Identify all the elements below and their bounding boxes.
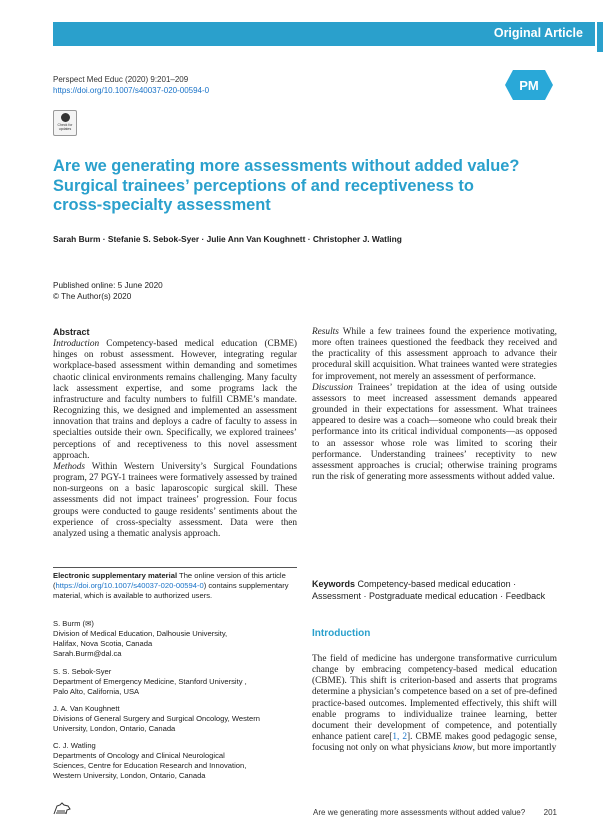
abstract-results: Results While a few trainees found the experience motivating, more often trainees questioned the feedback they received and the practicality of this assessment approach to advance their procedural skill acquisition. What trainees wanted were strategies for improvement, not merely an assessment of performance.: [312, 327, 557, 382]
supplementary-note: Electronic supplementary material The online version of this article (https://doi.org/10.1007/s40037-020-00594-0) contains supplementary material, which is available to authorized users.: [53, 571, 289, 600]
published-date: Published online: 5 June 2020: [53, 281, 163, 290]
edge-tab: [597, 22, 603, 52]
page-number: 201: [543, 808, 557, 817]
introduction-body: The field of medicine has undergone transformative curriculum change by embracing competency-based medical education (CBME). This shift is criterion-based and asserts that programs determine a physician’s competence based on a set of pre-defined practice-based outcomes. Implemented effectively, this shift will enable programs to individualize trainee learning, better document their development of competence, and potentially enhance patient care[1, 2]. CBME makes good pedagogic sense, focusing not only on what physicians know, but more importantly: [312, 654, 557, 754]
pme-logo-icon: [505, 68, 553, 102]
article-type-banner: [53, 22, 595, 46]
author-list: Sarah Burm · Stefanie S. Sebok-Syer · Julie Ann Van Koughnett · Christopher J. Watling: [53, 234, 402, 244]
springer-horse-icon: [53, 802, 71, 816]
affiliation-sebok-syer: S. S. Sebok-Syer Department of Emergency Medicine, Stanford University , Palo Alto, California, USA: [53, 667, 247, 696]
abstract-right: [312, 327, 557, 483]
abstract-discussion: Discussion Trainees’ trepidation at the idea of using outside assessors to meet increased assessment demands appeared grounded in their expectations for assessment. What trainees appeared to desire was a coach—someone who could break their performance into its critical individual components—as opposed to an assessor whose role was limited to scoring their performance. Understanding trainees’ receptivity to new assessment approaches is crucial; otherwise training programs run the risk of generating more assessments without added value.: [312, 382, 557, 483]
abstract-methods: Methods Within Western University’s Surgical Foundations program, 27 PGY-1 trainees were formatively assessed by trained non-surgeons on a basic laparoscopic surgical skill. These assessments did not impact trainees’ progression. Four focus groups were conducted to gauge residents’ sentiments about the experience of cross-specialty assessment. Data were then analyzed using a thematic analysis approach.: [53, 461, 297, 539]
abstract-left: [53, 327, 297, 540]
abstract-heading: Abstract: [53, 327, 90, 337]
copyright: © The Author(s) 2020: [53, 292, 132, 301]
publication-info: [53, 280, 163, 302]
running-footer: [313, 808, 557, 817]
keywords: Keywords Competency-based medical education · Assessment · Postgraduate medical education · Feedback: [312, 579, 546, 601]
citation-link[interactable]: 1, 2: [392, 732, 408, 743]
introduction-heading: Introduction: [312, 628, 371, 639]
footnote-separator: [53, 567, 297, 568]
affiliation-watling: C. J. Watling Departments of Oncology and Clinical Neurological Sciences, Centre for Education Research and Innovation, Western University, London, Ontario, Canada: [53, 741, 247, 780]
citation-text: Perspect Med Educ (2020) 9:201–209: [53, 75, 189, 84]
affiliation-van-koughnett: J. A. Van Koughnett Divisions of General Surgery and Surgical Oncology, Western University, London, Ontario, Canada: [53, 704, 260, 733]
article-type-label: Original Article: [493, 26, 583, 40]
journal-citation: [53, 74, 209, 96]
check-updates-icon: [61, 113, 70, 122]
logo-text: PM: [519, 78, 539, 93]
affiliation-burm: S. Burm (✉) Division of Medical Education, Dalhousie University, Halifax, Nova Scotia, Canada Sarah.Burm@dal.ca: [53, 619, 228, 658]
abstract-introduction: Introduction Competency-based medical education (CBME) hinges on robust assessment. However, integrating regular workplace-based assessment within demanding and sometimes chaotic clinical environments remains challenging. Many faculty lack assessment expertise, and some programs lack the infrastructure and faculty numbers to fulfill CBME’s mandate. Recognizing this, we designed and implemented an assessment innovation that trains and deploys a cadre of faculty to assess in specialties outside their own. Specifically, we explored trainees’ perceptions of and receptiveness to this novel assessment approach.: [53, 339, 297, 461]
check-for-updates-badge[interactable]: Check for updates: [53, 110, 77, 136]
article-title: Are we generating more assessments without added value? Surgical trainees’ perceptions of and receptiveness to cross-specialty assessment: [53, 157, 520, 214]
doi-link[interactable]: https://doi.org/10.1007/s40037-020-00594-0: [53, 86, 210, 95]
running-title: Are we generating more assessments without added value?: [313, 808, 526, 817]
esm-link[interactable]: https://doi.org/10.1007/s40037-020-00594-0: [55, 581, 204, 590]
